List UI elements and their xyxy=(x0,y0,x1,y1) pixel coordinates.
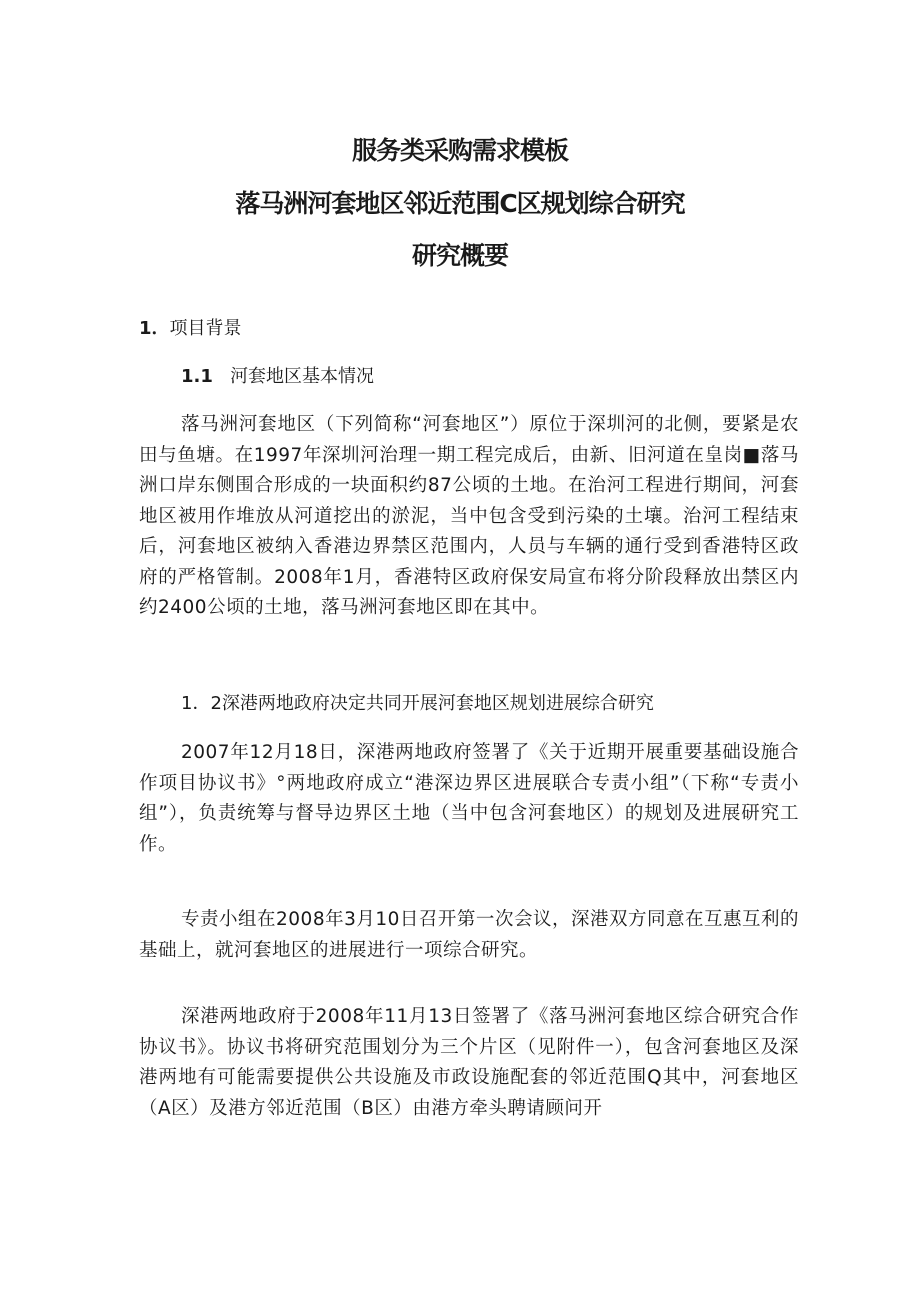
paragraph-first-meeting: 专责小组在2008年3月10日召开第一次会议，深港双方同意在互惠互利的基础上，就河套地区的进展进行一项综合研究。 xyxy=(139,909,799,961)
heading-label: 项目背景 xyxy=(169,318,242,339)
heading-number: 1． xyxy=(139,318,170,339)
paragraph-basic-situation: 落马洲河套地区（下列简称“河套地区”）原位于深圳河的北侧，要紧是农田与鱼塘。在1997年深圳河治理一期工程完成后，由新、旧河道在皇岗■落马洲口岸东侧围合形成的一块面积约87公顷的土地。在治河工程进行期间，河套地区被用作堆放从河道挖出的淤泥，当中包含受到污染的土壤。治河工程结束后，河套地区被纳入香港边界禁区范围内，人员与车辆的通行受到香港特区政府的严格管制。2008年1月，香港特区政府保安局宣布将分阶段释放出禁区内约2400公顷的土地，落马洲河套地区即在其中。 xyxy=(139,414,799,618)
heading-project-background xyxy=(139,314,242,340)
heading-label: 河套地区基本情况 xyxy=(230,366,375,387)
paragraph-cooperation: 深港两地政府于2008年11月13日签署了《落马洲河套地区综合研究合作协议书》。协议书将研究范围划分为三个片区（见附件一），包含河套地区及深港两地有可能需要提供公共设施及市政设施配套的邻近范围Q其中，河套地区（A区）及港方邻近范围（B区）由港方牵头聘请顾问开 xyxy=(139,1006,799,1119)
paragraph-agreement: 2007年12月18日，深港两地政府签署了《关于近期开展重要基础设施合作项目协议书》°两地政府成立“港深边界区进展联合专责小组”（下称“专责小组”），负责统筹与督导边界区土地（当中包含河套地区）的规划及进展研究工作。 xyxy=(139,742,799,855)
heading-basic-situation xyxy=(181,362,374,388)
heading-label: 深港两地政府决定共同开展河套地区规划进展综合研究 xyxy=(221,693,654,714)
heading-number: 1.1 xyxy=(181,366,213,387)
document-title: 服务类采购需求模板 xyxy=(351,136,568,165)
heading-number: 1．2 xyxy=(181,693,222,714)
section-title: 研究概要 xyxy=(411,241,508,270)
heading-joint-study xyxy=(181,689,654,715)
project-title: 落马洲河套地区邻近范围C区规划综合研究 xyxy=(235,189,685,218)
